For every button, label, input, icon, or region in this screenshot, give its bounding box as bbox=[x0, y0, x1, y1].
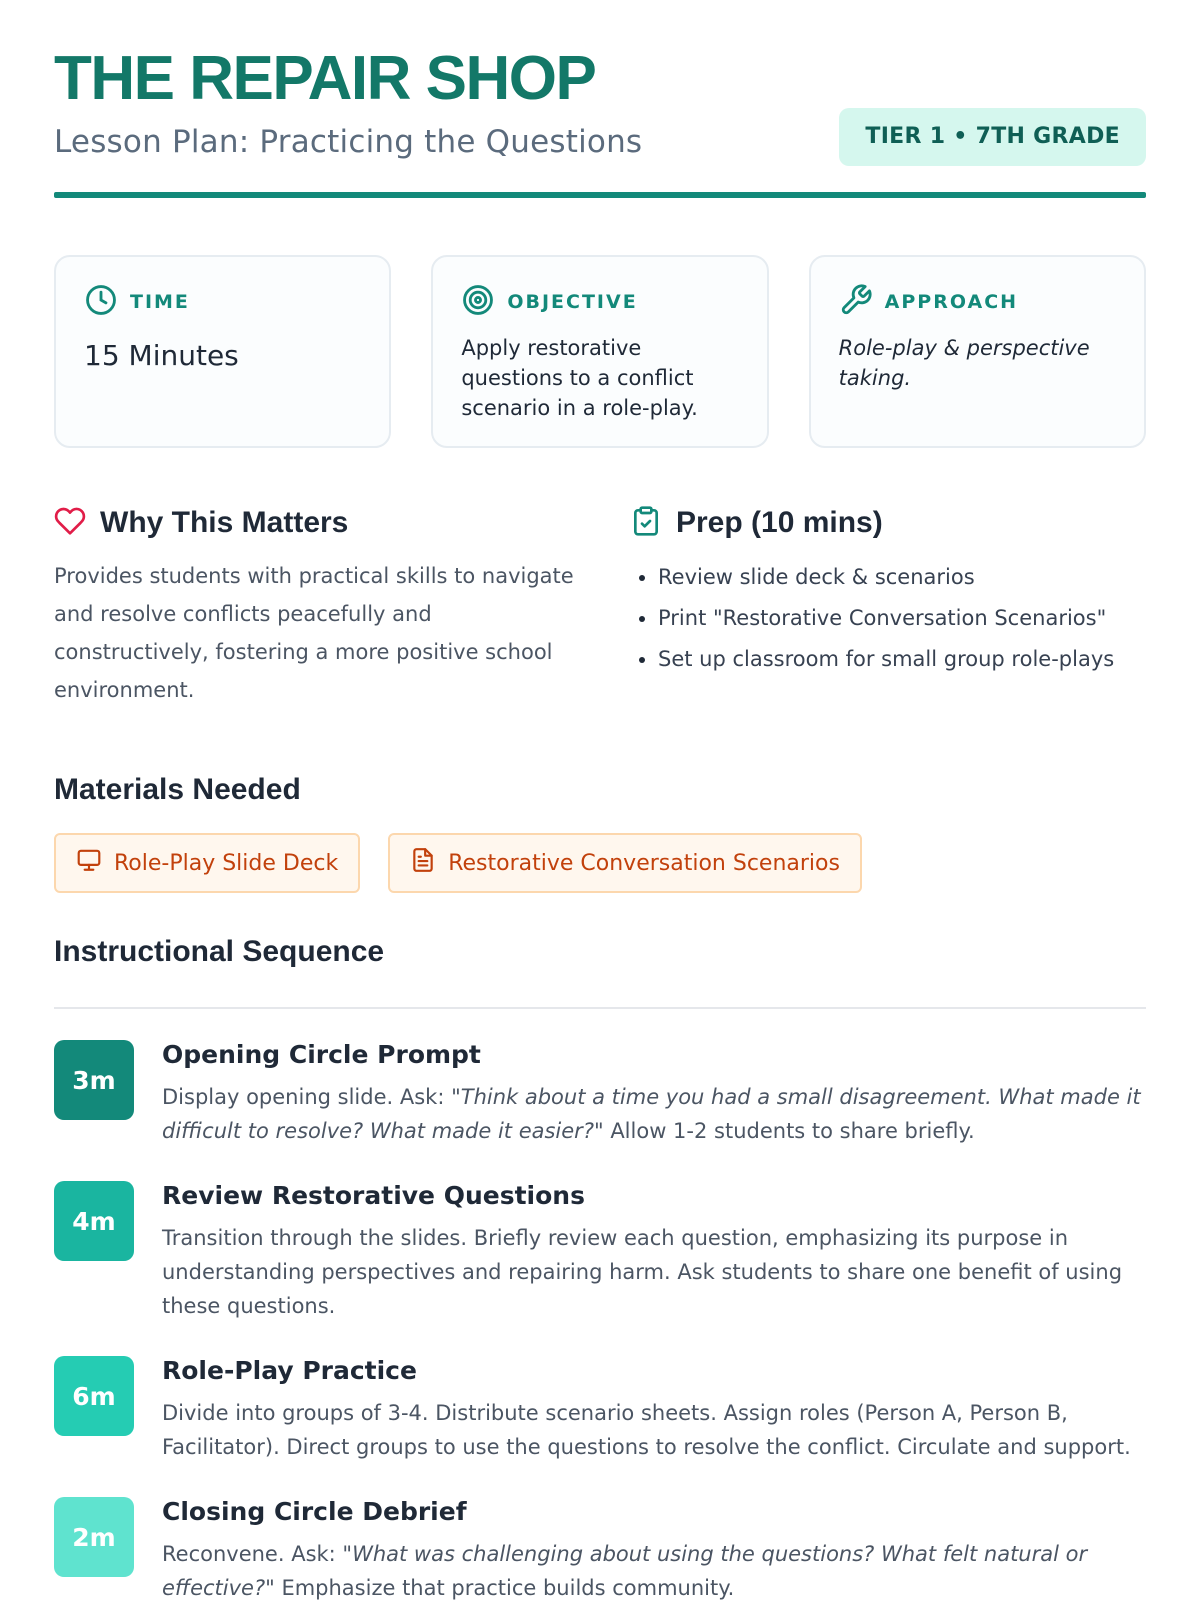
sequence-divider bbox=[54, 1007, 1146, 1009]
objective-value: Apply restorative questions to a conflict scenario in a role-play. bbox=[461, 336, 698, 420]
step-text-tail: Allow 1-2 students to share briefly. bbox=[603, 1119, 975, 1143]
step-title: Review Restorative Questions bbox=[162, 1181, 585, 1210]
header-divider bbox=[54, 192, 1146, 198]
heart-icon bbox=[54, 505, 86, 541]
material-label: Restorative Conversation Scenarios bbox=[448, 850, 840, 876]
materials-title: Materials Needed bbox=[54, 773, 301, 806]
step-text bbox=[162, 1080, 1146, 1148]
step-time-badge: 4m bbox=[54, 1181, 134, 1261]
step-time-badge: 3m bbox=[54, 1040, 134, 1120]
step-text-quote: "What was challenging about using the questions? What felt natural or effective?" bbox=[162, 1542, 1088, 1600]
step-text-quote: "Think about a time you had a small disagreement. What made it difficult to resolve? What made it easier?" bbox=[162, 1085, 1141, 1143]
approach-value: Role-play & perspective taking. bbox=[838, 336, 1090, 390]
why-title: Why This Matters bbox=[100, 506, 349, 539]
step-title: Opening Circle Prompt bbox=[162, 1040, 481, 1069]
time-label: TIME bbox=[130, 291, 190, 313]
prep-item: • Review slide deck & scenarios bbox=[658, 557, 1150, 598]
why-text: Provides students with practical skills to navigate and resolve conflicts peacefully and constructively, fostering a more positive school environment. bbox=[54, 564, 574, 702]
step-text-lead: Transition through the slides. Briefly review each question, emphasizing its purpose in understanding perspectives and repairing harm. Ask students to share one benefit of using these questions. bbox=[162, 1226, 1123, 1318]
prep-title: Prep (10 mins) bbox=[676, 506, 883, 539]
step-text bbox=[162, 1396, 1146, 1464]
wrench-icon bbox=[839, 283, 873, 321]
step-time-badge: 2m bbox=[54, 1497, 134, 1577]
step-text-lead: Display opening slide. Ask: bbox=[162, 1085, 452, 1109]
step-time-badge: 6m bbox=[54, 1356, 134, 1436]
monitor-icon bbox=[76, 847, 102, 879]
objective-label: OBJECTIVE bbox=[507, 291, 638, 313]
materials-section bbox=[54, 773, 862, 893]
step-title: Role-Play Practice bbox=[162, 1356, 417, 1385]
step-text bbox=[162, 1221, 1146, 1323]
prep-section bbox=[630, 505, 1150, 680]
approach-card bbox=[809, 255, 1146, 448]
step-text-lead: Reconvene. Ask: bbox=[162, 1542, 343, 1566]
step-text-lead: Divide into groups of 3-4. Distribute scenario sheets. Assign roles (Person A, Person B, Facilitator). Direct groups to use the questions to resolve the conflict. Circulate and support. bbox=[162, 1401, 1131, 1459]
step-text-tail: Emphasize that practice builds community. bbox=[274, 1576, 735, 1600]
objective-card bbox=[431, 255, 768, 448]
why-section bbox=[54, 505, 584, 709]
prep-item: • Set up classroom for small group role-plays bbox=[658, 639, 1150, 680]
document-icon bbox=[410, 847, 436, 879]
clipboard-check-icon bbox=[630, 505, 662, 541]
material-slide-deck[interactable] bbox=[54, 833, 360, 893]
step-title: Closing Circle Debrief bbox=[162, 1497, 467, 1526]
step-text bbox=[162, 1537, 1146, 1605]
page-title: THE REPAIR SHOP bbox=[54, 44, 596, 113]
sequence-title: Instructional Sequence bbox=[54, 935, 385, 968]
prep-item: • Print "Restorative Conversation Scenarios" bbox=[658, 598, 1150, 639]
time-value: 15 Minutes bbox=[84, 339, 239, 372]
target-icon bbox=[461, 283, 495, 321]
clock-icon bbox=[84, 283, 118, 321]
time-card bbox=[54, 255, 391, 448]
material-scenarios[interactable] bbox=[388, 833, 862, 893]
approach-label: APPROACH bbox=[884, 291, 1019, 313]
header bbox=[54, 0, 1146, 200]
page-subtitle: Lesson Plan: Practicing the Questions bbox=[54, 124, 643, 160]
prep-list bbox=[630, 557, 1150, 680]
material-label: Role-Play Slide Deck bbox=[114, 850, 339, 876]
grade-badge: TIER 1 • 7TH GRADE bbox=[839, 108, 1146, 166]
info-cards bbox=[54, 255, 1146, 448]
